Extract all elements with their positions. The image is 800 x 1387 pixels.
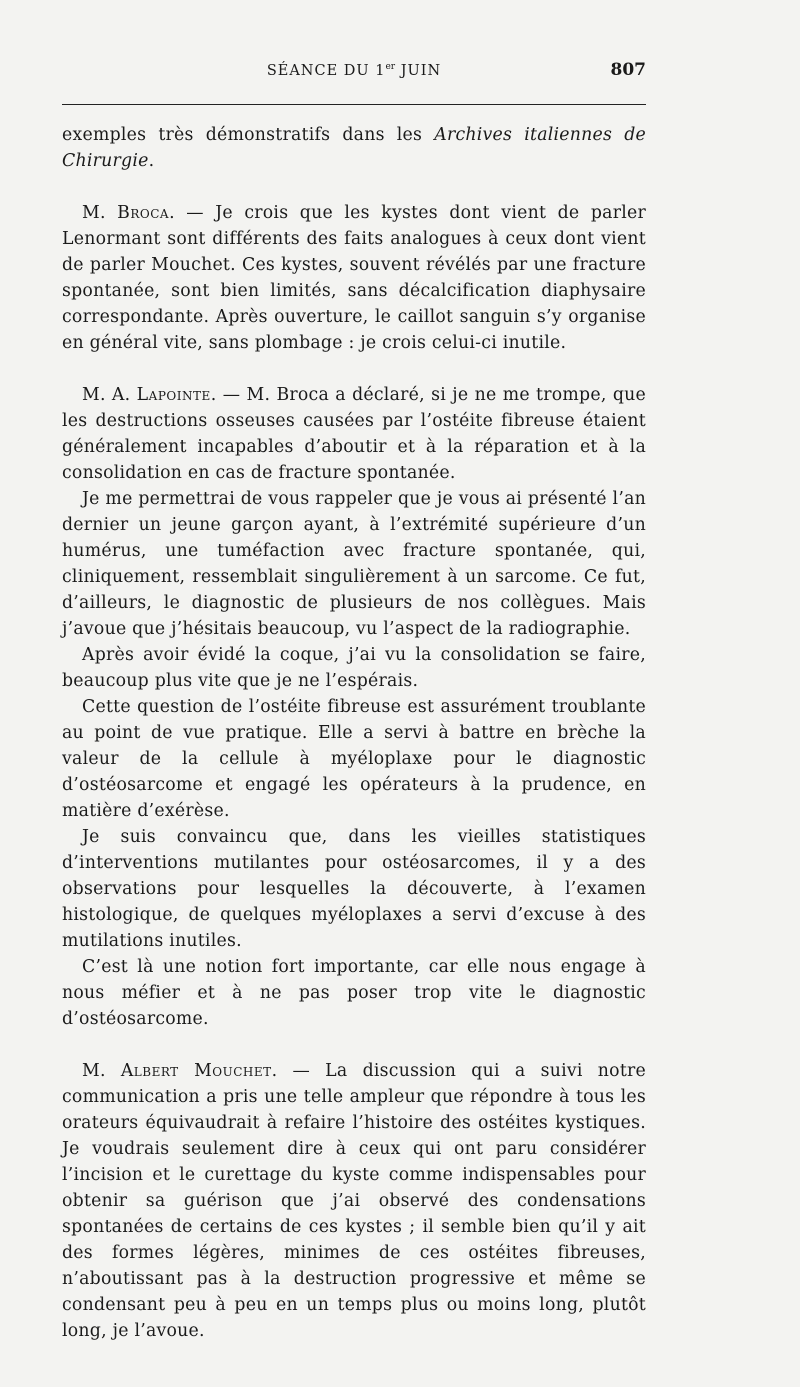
paragraph-continuation — [62, 122, 646, 174]
header-title-before: SÉANCE DU 1 — [266, 62, 386, 79]
journal-title: Archives italiennes de Chirurgie — [62, 125, 646, 171]
speaker-prefix: M. A. — [82, 385, 137, 405]
paragraph: C’est là une notion fort importante, car elle nous engage à nous méfier et à ne pas poser trop vite le diagnostic d’ostéosarcome. — [62, 957, 646, 1029]
paragraph: Après avoir évidé la coque, j’ai vu la consolidation se faire, beaucoup plus vite que je ne l’espérais. — [62, 645, 646, 691]
paragraph-text: . — La discussion qui a suivi notre communication a pris une telle ampleur que répondre à tous les orateurs équivaudrait à refaire l’histoire des ostéites kystiques. Je voudrais seulement dire à ceux qui ont paru considérer l’incision et le curettage du kyste comme indispensables pour obtenir sa guérison que j’ai observé des condensations spontanées de certains de ces kystes ; il semble bien qu’il y ait des formes légères, minimes de ces ostéites fibreuses, n’aboutissant pas à la destruction progressive et même se condensant peu à peu en un temps plus ou moins long, plutôt long, je l’avoue. — [62, 1061, 646, 1341]
paragraph-text: . — Je crois que les kystes dont vient de parler Lenormant sont différents des faits analogues à ceux dont vient de parler Mouchet. Ces kystes, souvent révélés par une fracture spontanée, sont bien limités, sans décalcification diaphysaire correspondante. Après ouverture, le caillot sanguin s’y organise en général vite, sans plombage : je crois celui-ci inutile. — [62, 203, 646, 353]
header-title — [62, 62, 646, 79]
paragraph: Je suis convaincu que, dans les vieilles statistiques d’interventions mutilantes pour ostéosarcomes, il y a des observations pour lesquelles la découverte, à l’examen histologique, de quelques myéloplaxes a servi d’excuse à des mutilations inutiles. — [62, 827, 646, 951]
speaker-name: Broca — [117, 203, 170, 223]
paragraph-text: exemples très démonstratifs dans les — [62, 125, 435, 145]
paragraph-lapointe — [62, 382, 646, 486]
header-title-sup: er — [385, 62, 396, 72]
paragraph-tail: . — [148, 151, 155, 171]
page-number: 807 — [610, 60, 646, 80]
speaker-prefix: M. — [82, 1061, 121, 1081]
speaker-name: Lapointe — [136, 385, 211, 405]
speaker-prefix: M. — [82, 203, 118, 223]
paragraph-text: . — M. Broca a déclaré, si je ne me trompe, que les destructions osseuses causées par l’ostéite fibreuse étaient généralement incapables d’aboutir et à la réparation et à la consolidation en cas de fracture spontanée. — [62, 385, 647, 483]
header-rule — [62, 104, 646, 105]
speaker-name: Albert Mouchet — [120, 1061, 272, 1081]
paragraph: Je me permettrai de vous rappeler que je vous ai présenté l’an dernier un jeune garçon ayant, à l’extrémité supérieure d’un humérus, une tuméfaction avec fracture spontanée, qui, cliniquement, ressemblait singulièrement à un sarcome. Ce fut, d’ailleurs, le diagnostic de plusieurs de nos collègues. Mais j’avoue que j’hésitais beaucoup, vu l’aspect de la radiographie. — [62, 489, 646, 639]
paragraph: Cette question de l’ostéite fibreuse est assurément troublante au point de vue pratique. Elle a servi à battre en brèche la valeur de la cellule à myéloplaxe pour le diagnostic d’ostéosarcome et engagé les opérateurs à la prudence, en matière d’exérèse. — [62, 697, 646, 821]
running-header — [62, 62, 646, 88]
paragraph-mouchet — [62, 1058, 646, 1344]
paragraph-broca — [62, 200, 646, 356]
header-title-after: JUIN — [395, 62, 442, 79]
body-text — [62, 122, 646, 1344]
